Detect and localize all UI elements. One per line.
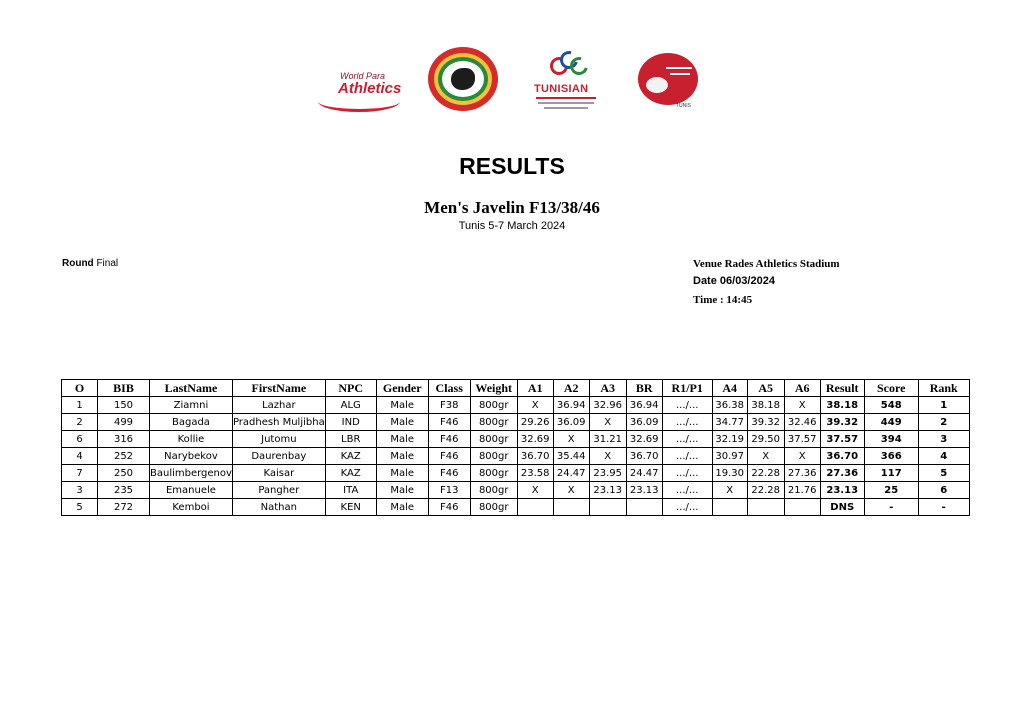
table-cell: X — [517, 397, 553, 414]
table-cell: 37.57 — [820, 431, 864, 448]
table-cell: 25 — [864, 482, 918, 499]
table-cell: 4 — [62, 448, 98, 465]
table-cell: 32.69 — [626, 431, 662, 448]
table-cell: X — [589, 448, 626, 465]
table-cell: 36.94 — [553, 397, 589, 414]
table-cell: 22.28 — [747, 482, 784, 499]
table-cell: .../... — [662, 397, 712, 414]
table-cell: 29.50 — [747, 431, 784, 448]
table-cell: Kaisar — [232, 465, 325, 482]
table-cell: 5 — [918, 465, 969, 482]
table-cell: Male — [376, 499, 428, 516]
table-row — [62, 465, 970, 482]
column-header: Rank — [918, 380, 969, 397]
table-cell: F13 — [428, 482, 470, 499]
table-cell: F38 — [428, 397, 470, 414]
column-header: O — [62, 380, 98, 397]
column-header: Score — [864, 380, 918, 397]
table-cell: Male — [376, 448, 428, 465]
table-cell: 499 — [98, 414, 150, 431]
table-cell: X — [517, 482, 553, 499]
table-cell: 36.70 — [626, 448, 662, 465]
tunis-event-logo — [636, 51, 704, 111]
table-cell: F46 — [428, 465, 470, 482]
table-cell: 39.32 — [747, 414, 784, 431]
table-cell: 37.57 — [784, 431, 820, 448]
table-cell: Daurenbay — [232, 448, 325, 465]
table-cell: 24.47 — [626, 465, 662, 482]
table-cell: 2 — [62, 414, 98, 431]
table-cell: Pradhesh Muljibha — [232, 414, 325, 431]
table-cell — [589, 499, 626, 516]
table-row — [62, 482, 970, 499]
table-cell: .../... — [662, 499, 712, 516]
column-header: R1/P1 — [662, 380, 712, 397]
table-cell — [553, 499, 589, 516]
table-cell: 2 — [918, 414, 969, 431]
table-cell: Kemboi — [150, 499, 233, 516]
table-row — [62, 414, 970, 431]
table-cell: LBR — [325, 431, 376, 448]
round-info — [62, 258, 118, 269]
column-header: Weight — [470, 380, 517, 397]
table-cell: 5 — [62, 499, 98, 516]
round-label: Round — [62, 258, 94, 269]
column-header: Gender — [376, 380, 428, 397]
table-cell: KAZ — [325, 448, 376, 465]
table-cell: Lazhar — [232, 397, 325, 414]
column-header: A2 — [553, 380, 589, 397]
table-cell: 32.96 — [589, 397, 626, 414]
table-row — [62, 499, 970, 516]
table-cell: 3 — [62, 482, 98, 499]
table-row — [62, 431, 970, 448]
column-header: A3 — [589, 380, 626, 397]
round-value: Final — [96, 258, 119, 269]
column-header: A5 — [747, 380, 784, 397]
table-cell: F46 — [428, 431, 470, 448]
column-header: A1 — [517, 380, 553, 397]
table-cell: 38.18 — [820, 397, 864, 414]
table-cell: 39.32 — [820, 414, 864, 431]
table-cell: 22.28 — [747, 465, 784, 482]
event-logo-caption: TUNIS — [676, 103, 691, 109]
table-cell: 36.70 — [820, 448, 864, 465]
table-cell: 1 — [62, 397, 98, 414]
column-header: A6 — [784, 380, 820, 397]
table-cell: 800gr — [470, 499, 517, 516]
table-cell: X — [747, 448, 784, 465]
table-cell: IND — [325, 414, 376, 431]
table-cell: ITA — [325, 482, 376, 499]
table-cell: 27.36 — [784, 465, 820, 482]
event-name: Men's Javelin F13/38/46 — [424, 198, 600, 217]
world-para-text: World Para — [340, 71, 386, 81]
table-cell: 117 — [864, 465, 918, 482]
table-cell: .../... — [662, 414, 712, 431]
table-cell: Male — [376, 397, 428, 414]
table-cell: 235 — [98, 482, 150, 499]
logo-banner — [0, 45, 1024, 125]
wheelchair-icon — [646, 77, 668, 93]
table-cell: 31.21 — [589, 431, 626, 448]
table-cell: 548 — [864, 397, 918, 414]
table-cell: 21.76 — [784, 482, 820, 499]
table-cell: 1 — [918, 397, 969, 414]
table-cell: 32.19 — [712, 431, 747, 448]
table-cell: F46 — [428, 448, 470, 465]
table-cell: 36.94 — [626, 397, 662, 414]
table-cell: 250 — [98, 465, 150, 482]
athletics-text: Athletics — [338, 80, 402, 97]
table-cell: .../... — [662, 465, 712, 482]
column-header: Class — [428, 380, 470, 397]
table-cell: 23.95 — [589, 465, 626, 482]
table-cell: 34.77 — [712, 414, 747, 431]
table-cell — [626, 499, 662, 516]
table-row — [62, 448, 970, 465]
table-cell: DNS — [820, 499, 864, 516]
table-cell: Baulimbergenov — [150, 465, 233, 482]
column-header: BR — [626, 380, 662, 397]
column-header: FirstName — [232, 380, 325, 397]
table-cell: 4 — [918, 448, 969, 465]
table-row — [62, 397, 970, 414]
results-table — [61, 379, 970, 516]
table-body — [62, 397, 970, 516]
table-cell: 23.58 — [517, 465, 553, 482]
table-cell: KAZ — [325, 465, 376, 482]
table-cell: X — [553, 482, 589, 499]
table-cell: X — [553, 431, 589, 448]
table-cell: 36.09 — [553, 414, 589, 431]
table-cell: 32.69 — [517, 431, 553, 448]
table-cell — [517, 499, 553, 516]
table-cell: 23.13 — [589, 482, 626, 499]
table-cell: 23.13 — [626, 482, 662, 499]
table-cell: 394 — [864, 431, 918, 448]
table-cell: - — [864, 499, 918, 516]
table-cell: 24.47 — [553, 465, 589, 482]
table-cell: 800gr — [470, 482, 517, 499]
table-cell: Jutomu — [232, 431, 325, 448]
venue-info: Venue Rades Athletics Stadium — [693, 258, 840, 270]
column-header: A4 — [712, 380, 747, 397]
federation-emblem-logo — [428, 47, 498, 111]
table-cell: X — [784, 397, 820, 414]
table-cell: Male — [376, 482, 428, 499]
table-cell: 800gr — [470, 397, 517, 414]
table-cell: Nathan — [232, 499, 325, 516]
table-cell: Kollie — [150, 431, 233, 448]
table-cell: 36.38 — [712, 397, 747, 414]
tunisian-paralympic-logo — [530, 49, 602, 115]
table-cell: 19.30 — [712, 465, 747, 482]
column-header: BIB — [98, 380, 150, 397]
table-cell: 800gr — [470, 448, 517, 465]
agitos-icon — [550, 51, 584, 75]
table-cell: 35.44 — [553, 448, 589, 465]
table-cell: 38.18 — [747, 397, 784, 414]
page-title: RESULTS — [459, 153, 565, 179]
table-cell: 36.09 — [626, 414, 662, 431]
table-cell: 252 — [98, 448, 150, 465]
emblem-figure-icon — [451, 68, 475, 90]
column-header: Result — [820, 380, 864, 397]
table-cell: 366 — [864, 448, 918, 465]
world-para-athletics-logo — [312, 63, 412, 113]
table-cell: 800gr — [470, 431, 517, 448]
table-cell: 272 — [98, 499, 150, 516]
table-cell: 23.13 — [820, 482, 864, 499]
time-info: Time : 14:45 — [693, 294, 753, 306]
table-cell: Bagada — [150, 414, 233, 431]
table-cell: 6 — [918, 482, 969, 499]
column-header: LastName — [150, 380, 233, 397]
date-info: Date 06/03/2024 — [693, 275, 775, 287]
table-cell: X — [589, 414, 626, 431]
table-cell: X — [712, 482, 747, 499]
table-cell: 36.70 — [517, 448, 553, 465]
table-cell: Male — [376, 465, 428, 482]
table-cell: 7 — [62, 465, 98, 482]
table-cell: .../... — [662, 431, 712, 448]
table-cell: Ziamni — [150, 397, 233, 414]
table-cell: X — [784, 448, 820, 465]
table-cell: F46 — [428, 499, 470, 516]
table-cell: ALG — [325, 397, 376, 414]
table-cell — [784, 499, 820, 516]
table-cell: 800gr — [470, 465, 517, 482]
table-header-row — [62, 380, 970, 397]
table-cell: Emanuele — [150, 482, 233, 499]
table-cell — [712, 499, 747, 516]
table-cell: Pangher — [232, 482, 325, 499]
tunisian-text: TUNISIAN — [534, 83, 589, 95]
table-cell: .../... — [662, 482, 712, 499]
table-cell: KEN — [325, 499, 376, 516]
table-cell: F46 — [428, 414, 470, 431]
table-cell: - — [918, 499, 969, 516]
table-cell: Narybekov — [150, 448, 233, 465]
table-cell: 32.46 — [784, 414, 820, 431]
table-cell: 30.97 — [712, 448, 747, 465]
table-cell: 3 — [918, 431, 969, 448]
table-cell: 27.36 — [820, 465, 864, 482]
table-cell: 6 — [62, 431, 98, 448]
table-cell: .../... — [662, 448, 712, 465]
table-cell: Male — [376, 414, 428, 431]
table-cell: 150 — [98, 397, 150, 414]
table-cell: Male — [376, 431, 428, 448]
table-cell: 449 — [864, 414, 918, 431]
event-place-dates: Tunis 5-7 March 2024 — [458, 220, 566, 232]
table-cell — [747, 499, 784, 516]
table-cell: 29.26 — [517, 414, 553, 431]
table-cell: 800gr — [470, 414, 517, 431]
column-header: NPC — [325, 380, 376, 397]
table-cell: 316 — [98, 431, 150, 448]
